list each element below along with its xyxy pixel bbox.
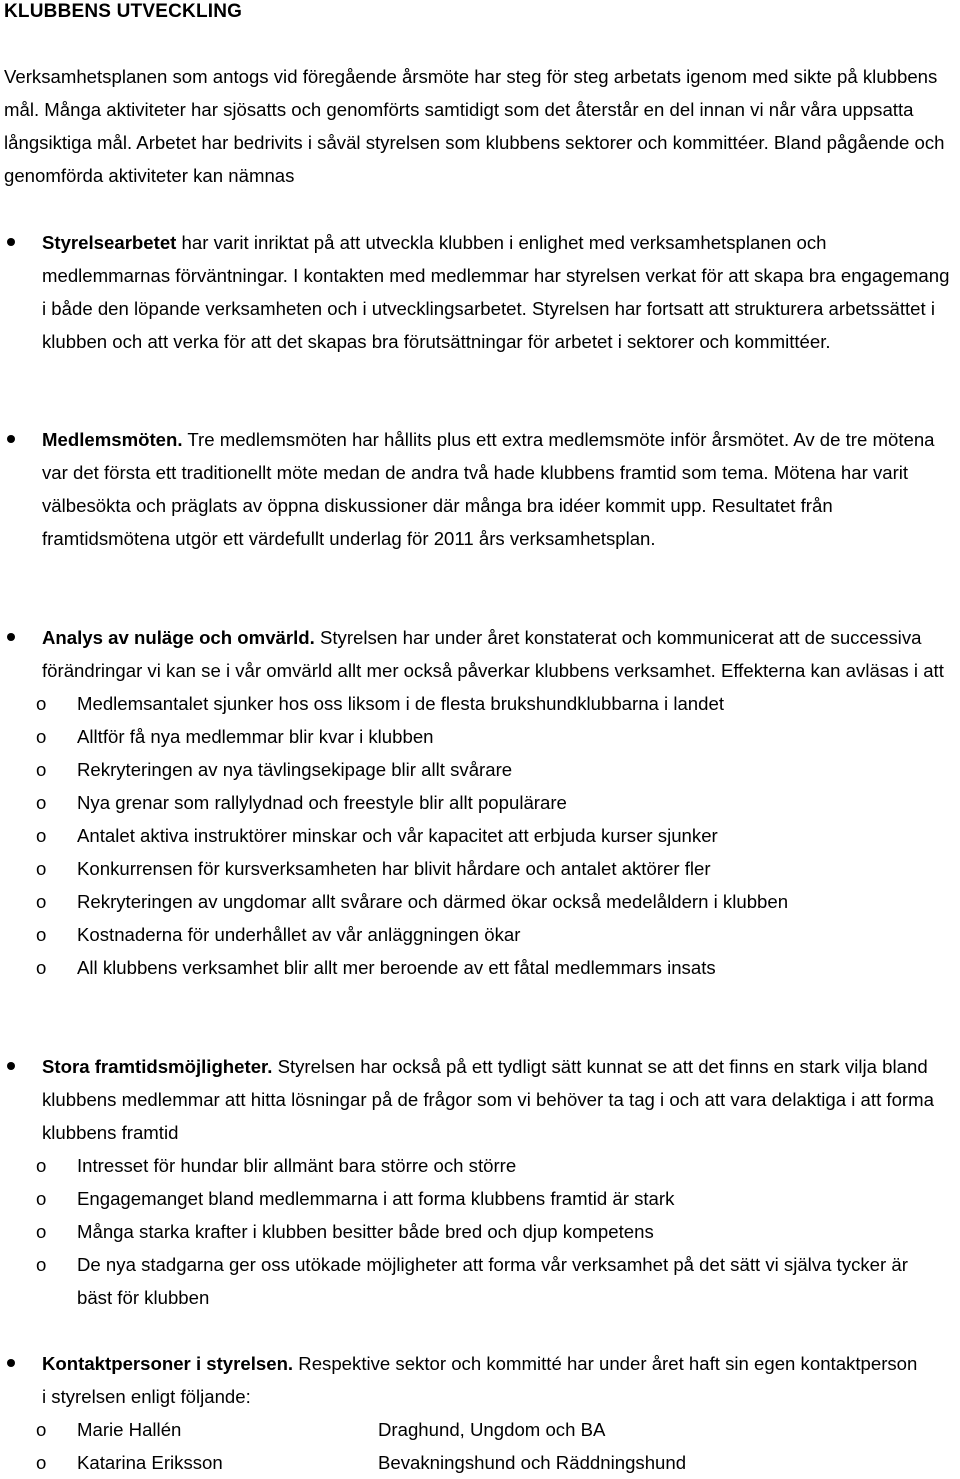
sub-list-item [0, 819, 958, 852]
contact-list [0, 1413, 958, 1479]
circle-bullet-icon: o [36, 1188, 47, 1209]
item-text: har varit inriktat på att utveckla klubben i enlighet med verksamhetsplanen och medlemmarnas förväntningar. I kontakten med medlemmar har styrelsen verkat för att skapa bra engagemang i både den löpande verksamheten och i utvecklingsarbetet. Styrelsen har fortsatt att strukturera arbetssättet i klubben och att verka för att det skapas bra förutsättningar för arbetet i sektorer och kommittéer. [42, 232, 950, 352]
circle-bullet-icon: o [36, 891, 47, 912]
sub-list-item [0, 687, 958, 720]
item-paragraph [42, 423, 958, 555]
sub-item-text: De nya stadgarna ger oss utökade möjligheter att forma vår verksamhet på det sätt vi själva tycker är bäst för klubben [77, 1254, 908, 1308]
item-paragraph [42, 1050, 958, 1149]
sub-item-text: Kostnaderna för underhållet av vår anläggningen ökar [77, 924, 521, 945]
sub-item-text: Alltför få nya medlemmar blir kvar i klubben [77, 726, 434, 747]
sub-list-item [0, 1149, 958, 1182]
sub-item-text: Engagemanget bland medlemmarna i att forma klubbens framtid är stark [77, 1188, 675, 1209]
sub-list [0, 1149, 958, 1314]
sub-item-text: Många starka krafter i klubben besitter både bred och djup kompetens [77, 1221, 654, 1242]
item-title: Kontaktpersoner i styrelsen. [42, 1353, 294, 1374]
bullet-icon [7, 1062, 15, 1070]
item-title: Analys av nuläge och omvärld. [42, 627, 315, 648]
sub-list-item [0, 720, 958, 753]
page-title: KLUBBENS UTVECKLING [4, 1, 243, 22]
list-item-kontaktpersoner [36, 1347, 958, 1479]
circle-bullet-icon: o [36, 1254, 47, 1275]
contact-name: Marie Hallén [77, 1419, 182, 1440]
circle-bullet-icon: o [36, 726, 47, 747]
list-item-medlemsmoten [42, 423, 958, 555]
item-text: Styrelsen har också på ett tydligt sätt kunnat se att det finns en stark vilja bland klubbens medlemmar att hitta lösningar på de frågor som vi behöver ta tag i och att vara delaktiga i att forma klubbens framtid [42, 1056, 934, 1143]
item-text: Tre medlemsmöten har hållits plus ett extra medlemsmöte inför årsmötet. Av de tre mötena var det första ett traditionellt möte medan de andra två hade klubbens framtid som tema. Mötena har varit välbesökta och präglats av öppna diskussioner där många bra idéer kommit upp. Resultatet från framtidsmötena utgör ett värdefullt underlag för 2011 års verksamhetsplan. [42, 429, 935, 549]
sub-list-item [0, 885, 958, 918]
contact-name: Katarina Eriksson [77, 1452, 223, 1473]
item-title: Medlemsmöten. [42, 429, 183, 450]
bullet-icon [7, 238, 15, 246]
circle-bullet-icon: o [36, 1221, 47, 1242]
item-text: Styrelsen har under året konstaterat och kommunicerat att de successiva förändringar vi kan se i vår omvärld allt mer också påverkar klubbens verksamhet. Effekterna kan avläsas i att [42, 627, 944, 681]
sub-item-text: All klubbens verksamhet blir allt mer beroende av ett fåtal medlemmars insats [77, 957, 716, 978]
item-paragraph [42, 226, 958, 358]
sub-list-item [0, 951, 958, 984]
sub-item-text: Rekryteringen av ungdomar allt svårare och därmed ökar också medelåldern i klubben [77, 891, 789, 912]
sub-item-text: Nya grenar som rallylydnad och freestyle blir allt populärare [77, 792, 567, 813]
item-paragraph [42, 1347, 958, 1413]
intro-paragraph: Verksamhetsplanen som antogs vid föregående årsmöte har steg för steg arbetats igenom med sikte på klubbens mål. Många aktiviteter har sjösatts och genomförts samtidigt som det återstår en del innan vi når våra uppsatta långsiktiga mål. Arbetet har bedrivits i såväl styrelsen som klubbens sektorer och kommittéer. Bland pågående och genomförda aktiviteter kan nämnas [4, 66, 945, 186]
circle-bullet-icon: o [36, 1155, 47, 1176]
bullet-icon [7, 633, 15, 641]
sub-item-text: Konkurrensen för kursverksamheten har blivit hårdare och antalet aktörer fler [77, 858, 711, 879]
circle-bullet-icon: o [36, 1419, 47, 1440]
sub-list-item [0, 753, 958, 786]
list-item-analys [36, 621, 958, 984]
sub-list-item [0, 1248, 958, 1314]
bullet-icon [7, 435, 15, 443]
item-title: Styrelsearbetet [42, 232, 177, 253]
contact-row [0, 1413, 958, 1446]
bullet-icon [7, 1359, 15, 1367]
circle-bullet-icon: o [36, 792, 47, 813]
sub-item-text: Antalet aktiva instruktörer minskar och vår kapacitet att erbjuda kurser sjunker [77, 825, 718, 846]
circle-bullet-icon: o [36, 693, 47, 714]
contact-role: Draghund, Ungdom och BA [378, 1419, 606, 1440]
list-item-styrelsearbetet [42, 226, 958, 358]
circle-bullet-icon: o [36, 858, 47, 879]
sub-list-item [0, 852, 958, 885]
item-text: Respektive sektor och kommitté har under året haft sin egen kontaktperson i styrelsen enligt följande: [42, 1353, 918, 1407]
item-title: Stora framtidsmöjligheter. [42, 1056, 273, 1077]
sub-list-item [0, 1215, 958, 1248]
sub-item-text: Intresset för hundar blir allmänt bara större och större [77, 1155, 517, 1176]
sub-item-text: Medlemsantalet sjunker hos oss liksom i de flesta brukshundklubbarna i landet [77, 693, 724, 714]
list-item-framtidsmojligheter [36, 1050, 958, 1314]
circle-bullet-icon: o [36, 957, 47, 978]
circle-bullet-icon: o [36, 924, 47, 945]
contact-role: Bevakningshund och Räddningshund [378, 1452, 687, 1473]
circle-bullet-icon: o [36, 1452, 47, 1473]
sub-list-item [0, 786, 958, 819]
contact-row [0, 1446, 958, 1479]
sub-item-text: Rekryteringen av nya tävlingsekipage blir allt svårare [77, 759, 513, 780]
sub-list [0, 687, 958, 984]
sub-list-item [0, 918, 958, 951]
circle-bullet-icon: o [36, 759, 47, 780]
sub-list-item [0, 1182, 958, 1215]
item-paragraph [42, 621, 958, 687]
circle-bullet-icon: o [36, 825, 47, 846]
